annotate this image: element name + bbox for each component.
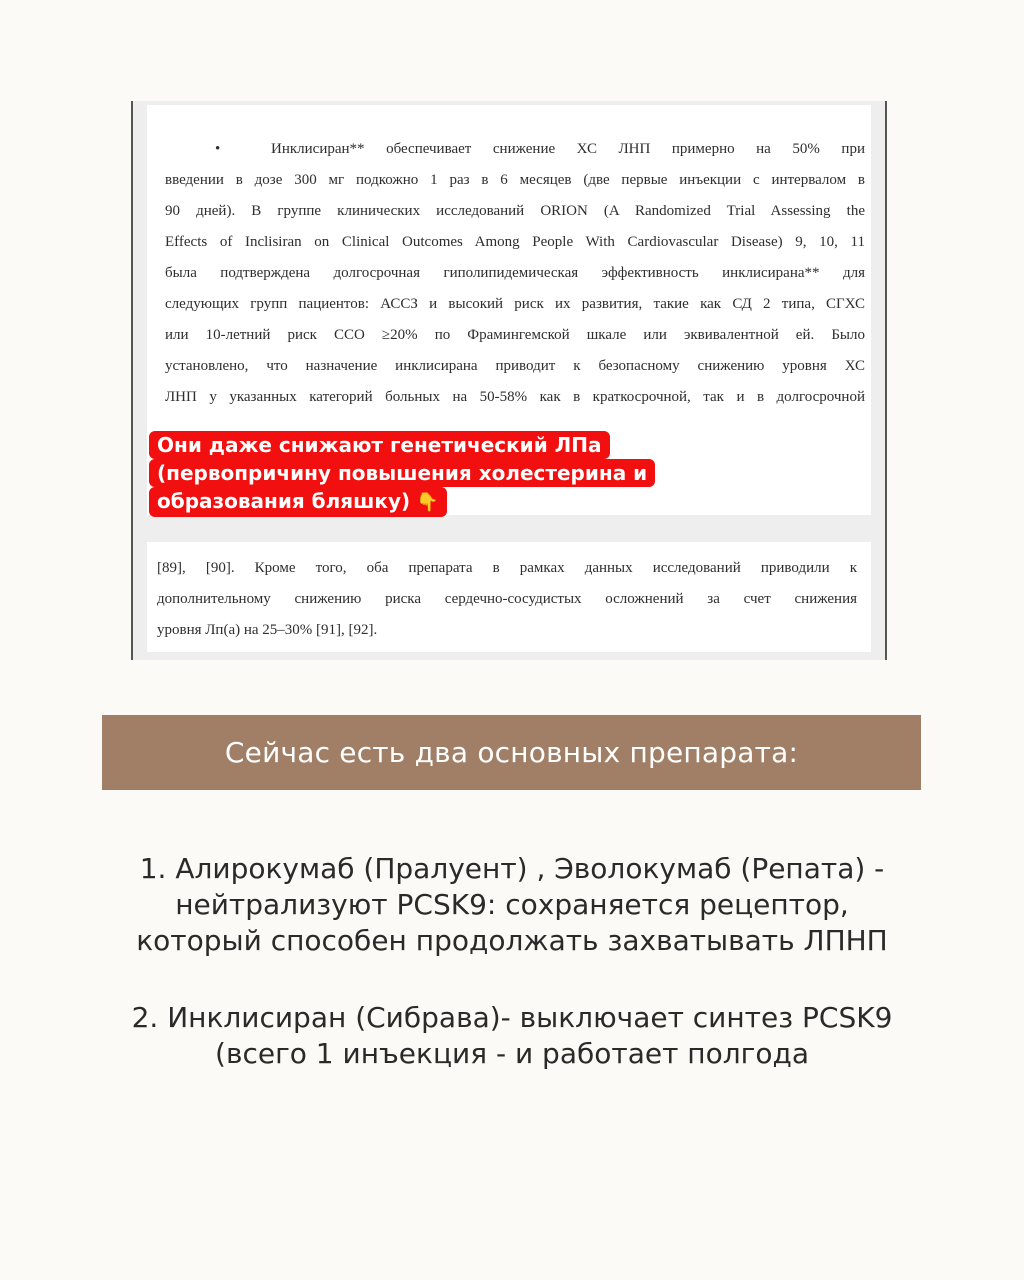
item-line: 1. Алирокумаб (Пралуент) , Эволокумаб (Репата) - xyxy=(139,852,885,885)
doc-line: установлено, что назначение инклисирана приводит к безопасному снижению уровня ХС xyxy=(165,358,865,374)
doc-line: дополнительному снижению риска сердечно-сосудистых осложнений за счет снижения xyxy=(157,591,857,607)
pointing-hand-icon: 👇 xyxy=(416,491,439,513)
doc-line: введении в дозе 300 мг подкожно 1 раз в 6 месяцев (две первые инъекции с интервалом в xyxy=(165,172,865,188)
doc-line xyxy=(165,134,865,165)
banner-title: Сейчас есть два основных препарата: xyxy=(224,736,799,769)
red-callout xyxy=(149,431,655,515)
doc-line-text: Инклисиран** обеспечивает снижение ХС ЛНП примерно на 50% при xyxy=(271,141,865,157)
item-line: (всего 1 инъекция - и работает полгода xyxy=(215,1037,809,1070)
callout-line: Они даже снижают генетический ЛПа xyxy=(149,431,610,459)
item-line: который способен продолжать захватывать ЛПНП xyxy=(136,924,888,957)
doc-line: ЛНП у указанных категорий больных на 50-58% как в краткосрочной, так и в долгосрочной xyxy=(165,389,865,405)
callout-line-last xyxy=(149,487,447,517)
doc-line: уровня Лп(а) на 25–30% [91], [92]. xyxy=(157,622,378,638)
document-screenshot xyxy=(131,101,887,660)
item-line: 2. Инклисиран (Сибрава)- выключает синтез PCSK9 xyxy=(131,1001,893,1034)
document-lower-text xyxy=(147,542,871,652)
doc-line: была подтверждена долгосрочная гиполипидемическая эффективность инклисирана** для xyxy=(165,265,865,281)
drug-item-1 xyxy=(70,851,954,959)
callout-line: (первопричину повышения холестерина и xyxy=(149,459,655,487)
item-line: нейтрализуют PCSK9: сохраняется рецептор, xyxy=(175,888,849,921)
doc-line: Effects of Inclisiran on Clinical Outcomes Among People With Cardiovascular Disease) 9, 10, 11 xyxy=(165,234,865,250)
doc-line: следующих групп пациентов: АССЗ и высокий риск их развития, такие как СД 2 типа, СГХС xyxy=(165,296,865,312)
bullet: • xyxy=(215,141,221,157)
doc-line: или 10-летний риск ССО ≥20% по Фрамингемской шкале или эквивалентной ей. Было xyxy=(165,327,865,343)
section-banner xyxy=(102,715,921,790)
callout-line-text: образования бляшку) xyxy=(157,489,411,513)
doc-line: 90 дней). В группе клинических исследований ORION (A Randomized Trial Assessing the xyxy=(165,203,865,219)
drug-item-2 xyxy=(70,1000,954,1072)
doc-line: [89], [90]. Кроме того, оба препарата в рамках данных исследований приводили к xyxy=(157,560,857,576)
